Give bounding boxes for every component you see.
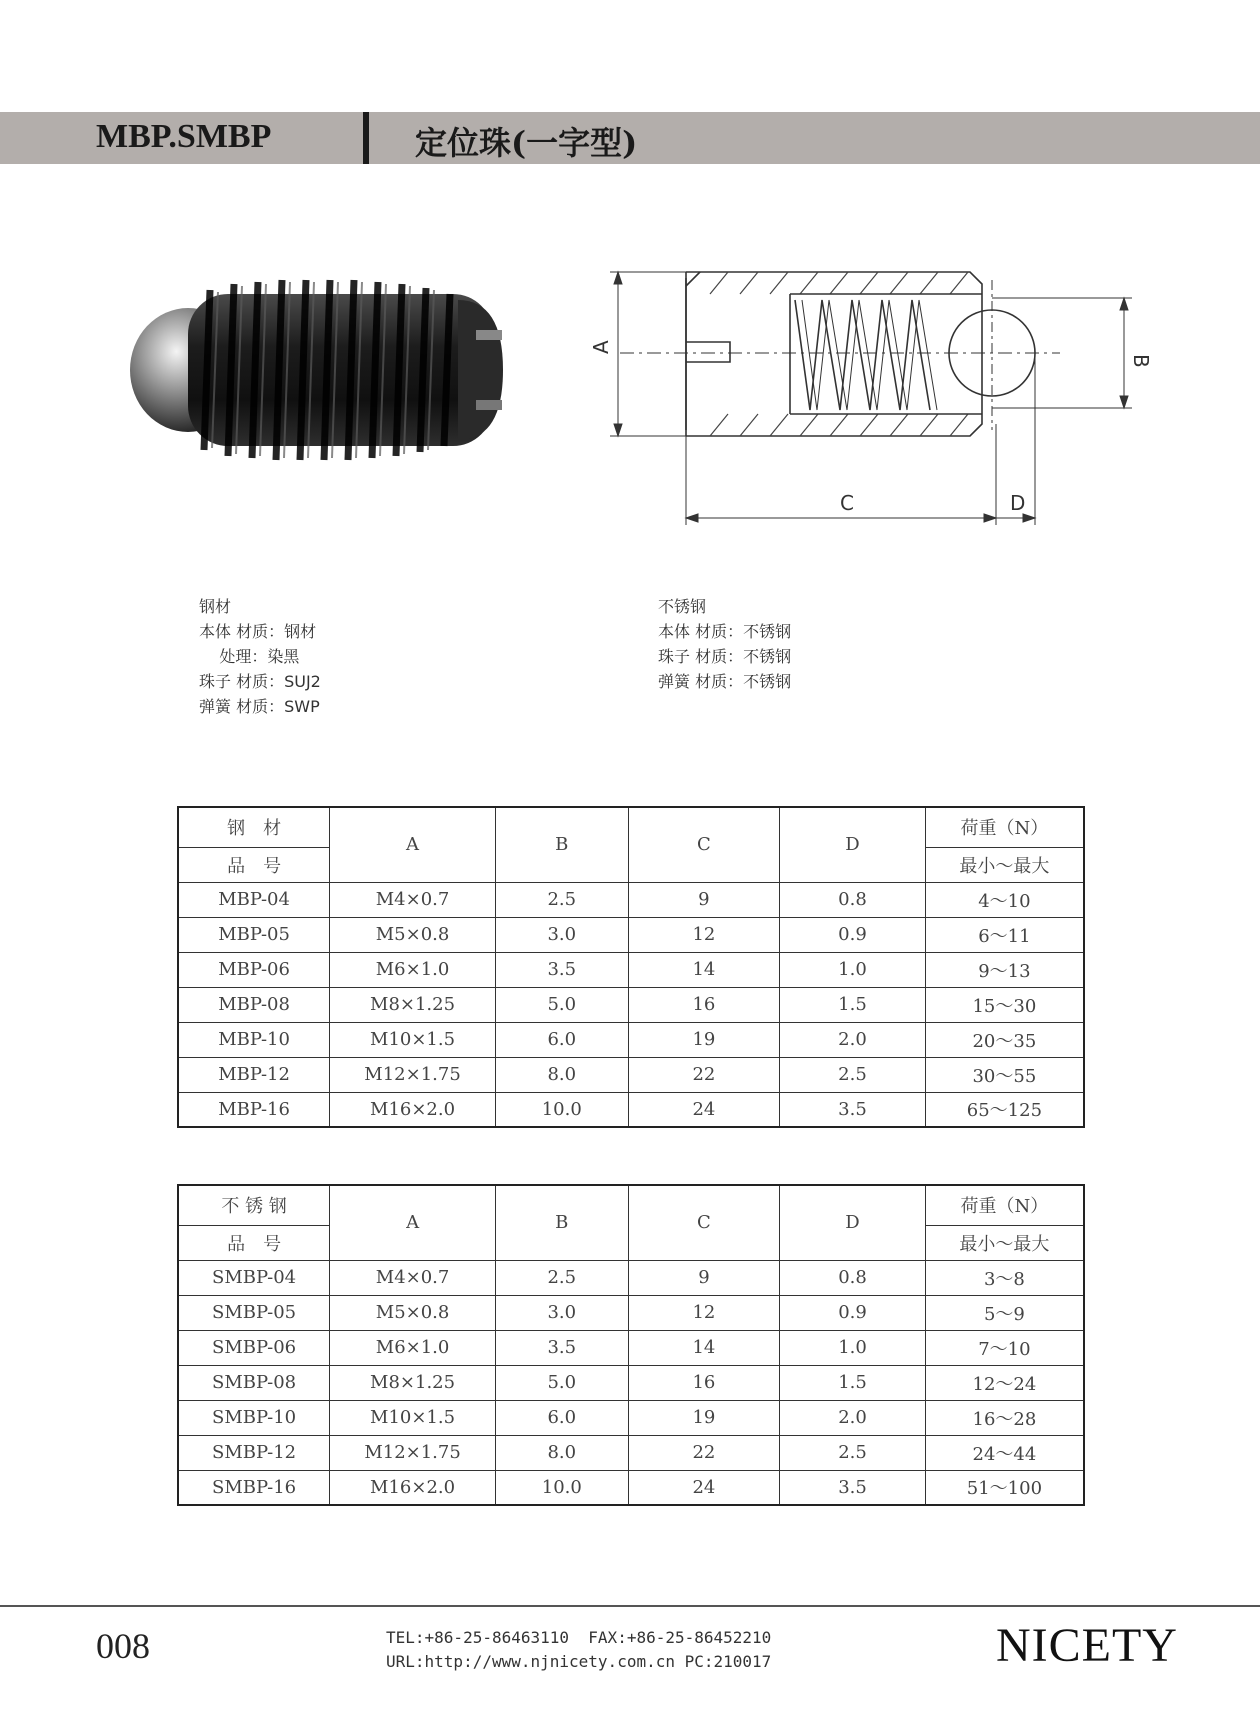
table-row	[178, 1092, 1084, 1127]
cell-c: 12	[628, 1295, 780, 1330]
cell-c: 24	[628, 1092, 780, 1127]
table-row	[178, 987, 1084, 1022]
cell-load: 20～35	[925, 1022, 1084, 1057]
contact-tel-fax: TEL:+86-25-86463110 FAX:+86-25-86452210	[386, 1628, 772, 1647]
cell-load: 6～11	[925, 917, 1084, 952]
cell-b: 3.0	[495, 917, 628, 952]
cell-b: 10.0	[495, 1470, 628, 1505]
cell-d: 2.0	[780, 1022, 926, 1057]
table-row	[178, 1365, 1084, 1400]
cell-load: 65～125	[925, 1092, 1084, 1127]
cell-d: 0.8	[780, 882, 926, 917]
cell-d: 1.0	[780, 952, 926, 987]
cell-a: M12×1.75	[330, 1435, 496, 1470]
cell-a: M8×1.25	[330, 987, 496, 1022]
material-steel-line: 本体 材质：钢材	[199, 622, 317, 641]
cell-c: 22	[628, 1057, 780, 1092]
cell-load: 9～13	[925, 952, 1084, 987]
contact-url: URL:http://www.njnicety.com.cn PC:210017	[386, 1652, 772, 1671]
product-code: MBP.SMBP	[96, 118, 272, 155]
cell-d: 1.5	[780, 1365, 926, 1400]
cell-part: MBP-04	[178, 882, 330, 917]
cell-part: SMBP-08	[178, 1365, 330, 1400]
cell-b: 8.0	[495, 1435, 628, 1470]
col-header-load-range: 最小～最大	[925, 847, 1084, 882]
technical-drawing	[589, 250, 1153, 540]
steel-spec-table	[177, 806, 1085, 1128]
cell-b: 3.5	[495, 1330, 628, 1365]
cell-d: 0.9	[780, 1295, 926, 1330]
cell-b: 3.5	[495, 952, 628, 987]
cell-load: 5～9	[925, 1295, 1084, 1330]
col-header-b: B	[495, 1185, 628, 1260]
table-row	[178, 917, 1084, 952]
cell-part: MBP-12	[178, 1057, 330, 1092]
table-row	[178, 1022, 1084, 1057]
material-stainless-line: 珠子 材质：不锈钢	[658, 647, 792, 666]
product-photo	[118, 270, 518, 470]
cell-part: MBP-08	[178, 987, 330, 1022]
table-row	[178, 1295, 1084, 1330]
cell-a: M6×1.0	[330, 952, 496, 987]
table-row	[178, 952, 1084, 987]
material-steel-line: 珠子 材质：SUJ2	[199, 672, 321, 691]
col-header-d: D	[780, 1185, 926, 1260]
col-header-material: 钢 材	[178, 807, 330, 847]
cell-part: SMBP-16	[178, 1470, 330, 1505]
col-header-a: A	[330, 1185, 496, 1260]
cell-part: MBP-05	[178, 917, 330, 952]
col-header-material: 不 锈 钢	[178, 1185, 330, 1225]
cell-b: 5.0	[495, 987, 628, 1022]
table-row	[178, 1400, 1084, 1435]
cell-c: 14	[628, 952, 780, 987]
cell-a: M16×2.0	[330, 1092, 496, 1127]
cell-c: 16	[628, 1365, 780, 1400]
cell-a: M10×1.5	[330, 1022, 496, 1057]
cell-d: 0.8	[780, 1260, 926, 1295]
cell-load: 7～10	[925, 1330, 1084, 1365]
material-stainless	[658, 594, 791, 694]
cell-c: 22	[628, 1435, 780, 1470]
cell-a: M4×0.7	[330, 882, 496, 917]
cell-part: SMBP-10	[178, 1400, 330, 1435]
table-row	[178, 1470, 1084, 1505]
cell-c: 9	[628, 882, 780, 917]
col-header-part: 品 号	[178, 1225, 330, 1260]
cell-a: M12×1.75	[330, 1057, 496, 1092]
cell-load: 12～24	[925, 1365, 1084, 1400]
cell-c: 24	[628, 1470, 780, 1505]
cell-b: 10.0	[495, 1092, 628, 1127]
cell-b: 6.0	[495, 1400, 628, 1435]
cell-c: 19	[628, 1022, 780, 1057]
cell-d: 0.9	[780, 917, 926, 952]
cell-b: 6.0	[495, 1022, 628, 1057]
cell-a: M5×0.8	[330, 1295, 496, 1330]
col-header-c: C	[628, 1185, 780, 1260]
col-header-load: 荷重（N）	[925, 1185, 1084, 1225]
material-stainless-line: 本体 材质：不锈钢	[658, 622, 792, 641]
dim-label-b: B	[1129, 354, 1153, 368]
table-row	[178, 882, 1084, 917]
cell-b: 3.0	[495, 1295, 628, 1330]
cell-a: M8×1.25	[330, 1365, 496, 1400]
material-steel-title: 钢材	[199, 597, 232, 616]
cell-d: 1.5	[780, 987, 926, 1022]
cell-b: 2.5	[495, 882, 628, 917]
col-header-load-range: 最小～最大	[925, 1225, 1084, 1260]
col-header-part: 品 号	[178, 847, 330, 882]
material-stainless-line: 弹簧 材质：不锈钢	[658, 672, 792, 691]
page-title: 定位珠(一字型)	[415, 124, 638, 162]
cell-c: 12	[628, 917, 780, 952]
cell-c: 14	[628, 1330, 780, 1365]
cell-d: 2.0	[780, 1400, 926, 1435]
cell-load: 16～28	[925, 1400, 1084, 1435]
col-header-load: 荷重（N）	[925, 807, 1084, 847]
cell-load: 30～55	[925, 1057, 1084, 1092]
cell-a: M16×2.0	[330, 1470, 496, 1505]
cell-d: 2.5	[780, 1435, 926, 1470]
cell-part: SMBP-12	[178, 1435, 330, 1470]
cell-part: MBP-10	[178, 1022, 330, 1057]
cell-part: SMBP-04	[178, 1260, 330, 1295]
table-row	[178, 1435, 1084, 1470]
material-steel-line: 弹簧 材质：SWP	[199, 697, 320, 716]
cell-b: 2.5	[495, 1260, 628, 1295]
cell-b: 8.0	[495, 1057, 628, 1092]
cell-a: M6×1.0	[330, 1330, 496, 1365]
dim-label-d: D	[1010, 491, 1026, 515]
cell-c: 19	[628, 1400, 780, 1435]
cell-d: 2.5	[780, 1057, 926, 1092]
col-header-a: A	[330, 807, 496, 882]
cell-load: 15～30	[925, 987, 1084, 1022]
cell-c: 16	[628, 987, 780, 1022]
dim-label-a: A	[589, 340, 613, 354]
cell-load: 51～100	[925, 1470, 1084, 1505]
table-row	[178, 1330, 1084, 1365]
table-row	[178, 1260, 1084, 1295]
dim-label-c: C	[840, 491, 854, 515]
col-header-d: D	[780, 807, 926, 882]
cell-load: 24～44	[925, 1435, 1084, 1470]
cell-d: 3.5	[780, 1470, 926, 1505]
cell-c: 9	[628, 1260, 780, 1295]
cell-b: 5.0	[495, 1365, 628, 1400]
cell-part: MBP-06	[178, 952, 330, 987]
material-steel	[199, 594, 321, 719]
footer-divider	[0, 1605, 1260, 1607]
cell-d: 1.0	[780, 1330, 926, 1365]
cell-d: 3.5	[780, 1092, 926, 1127]
contact-info	[386, 1626, 771, 1674]
table-row	[178, 1057, 1084, 1092]
col-header-c: C	[628, 807, 780, 882]
page-number: 008	[96, 1626, 150, 1666]
cell-a: M10×1.5	[330, 1400, 496, 1435]
stainless-spec-table	[177, 1184, 1085, 1506]
cell-part: SMBP-06	[178, 1330, 330, 1365]
header-divider	[363, 112, 369, 164]
cell-part: SMBP-05	[178, 1295, 330, 1330]
cell-part: MBP-16	[178, 1092, 330, 1127]
col-header-b: B	[495, 807, 628, 882]
cell-load: 3～8	[925, 1260, 1084, 1295]
cell-a: M4×0.7	[330, 1260, 496, 1295]
material-stainless-title: 不锈钢	[658, 597, 707, 616]
brand-name: NICETY	[996, 1619, 1178, 1672]
cell-load: 4～10	[925, 882, 1084, 917]
cell-a: M5×0.8	[330, 917, 496, 952]
material-steel-line: 处理：染黑	[199, 647, 300, 666]
